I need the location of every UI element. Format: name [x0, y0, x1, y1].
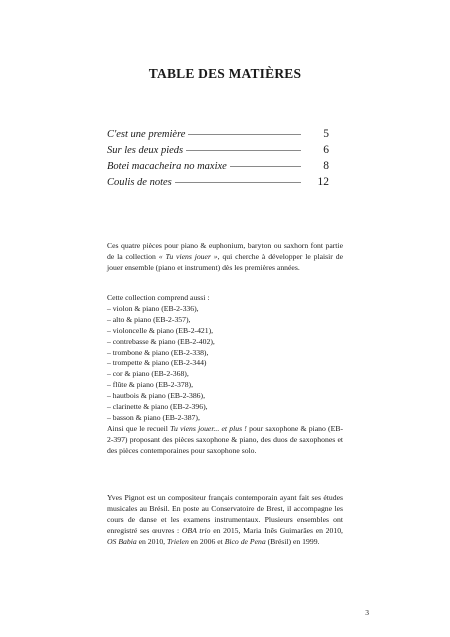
list-item: – trombone & piano (EB-2-338),: [107, 347, 209, 357]
toc-leader-line: [186, 150, 301, 151]
composer-bio: [107, 493, 343, 548]
toc-entry-title: Coulis de notes: [107, 177, 172, 188]
list-item: – cor & piano (EB-2-368),: [107, 369, 189, 379]
ensemble-name: Bico de Pena: [224, 536, 266, 546]
book-title: Tu viens jouer... et plus !: [170, 423, 247, 433]
list-item: – violon & piano (EB-2-336),: [107, 303, 199, 313]
toc-entry-title: C'est une première: [107, 129, 186, 140]
list-item: – violoncelle & piano (EB-2-421),: [107, 325, 214, 335]
ensemble-name: Trielen: [167, 536, 189, 546]
list-item: – alto & piano (EB-2-357),: [107, 314, 191, 324]
table-of-contents: [107, 128, 329, 192]
toc-entry-page: 6: [323, 144, 329, 156]
list-item: – contrebasse & piano (EB-2-402),: [107, 336, 215, 346]
also-paragraph: Ainsi que le recueil Tu viens jouer... et plus ! pour saxophone & piano (EB-2-397) proposant des pièces saxophone & piano, des duos de saxophones et des pièces contemporaines pour saxophone solo.: [107, 423, 344, 455]
series-title: « Tu viens jouer »: [158, 251, 218, 261]
collection-section: [107, 293, 343, 457]
list-item: – clarinette & piano (EB-2-396),: [107, 402, 208, 412]
toc-entry[interactable]: [107, 128, 329, 144]
toc-entry[interactable]: [107, 160, 329, 176]
list-item: – trompette & piano (EB-2-344): [107, 358, 207, 368]
toc-entry-page: 12: [317, 176, 329, 188]
ensemble-name: OS Babia: [107, 536, 137, 546]
toc-entry[interactable]: [107, 144, 329, 160]
page-number: 3: [365, 608, 369, 617]
toc-entry-title: Sur les deux pieds: [107, 145, 184, 156]
toc-entry-page: 8: [323, 160, 329, 172]
ensemble-name: OBA trio: [181, 525, 211, 535]
page-title: TABLE DES MATIÈRES: [148, 66, 302, 81]
intro-paragraph: [107, 241, 343, 274]
toc-leader-line: [175, 182, 301, 183]
list-item: – flûte & piano (EB-2-378),: [107, 380, 194, 390]
toc-leader-line: [230, 166, 301, 167]
toc-entry-title: Botei macacheira no maxixe: [107, 161, 227, 172]
collection-list: [107, 304, 343, 424]
list-item: – basson & piano (EB-2-387),: [107, 412, 200, 422]
collection-description: Ces quatre pièces pour piano & euphonium, baryton ou saxhorn font partie de la collection « Tu viens jouer », qui cherche à développer le plaisir de jouer ensemble (piano et instrument) dès les premières années.: [107, 241, 343, 272]
toc-entry-page: 5: [323, 128, 329, 140]
toc-leader-line: [188, 134, 301, 135]
bio-paragraph: Yves Pignot est un compositeur français contemporain ayant fait ses études musicales au Brésil. En poste au Conservatoire de Brest, il accompagne les cours de danse et les examens instrumentaux. Plusieurs ensembles ont enregistré ses œuvres : OBA trio en 2015, Maria Inês Guimarães en 2010, OS Babia en 2010, Trielen en 2006 et Bico de Pena (Brésil) en 1999.: [107, 493, 343, 546]
collection-lead: Cette collection comprend aussi :: [107, 293, 210, 302]
toc-entry[interactable]: [107, 176, 329, 192]
list-item: – hautbois & piano (EB-2-386),: [107, 391, 206, 401]
